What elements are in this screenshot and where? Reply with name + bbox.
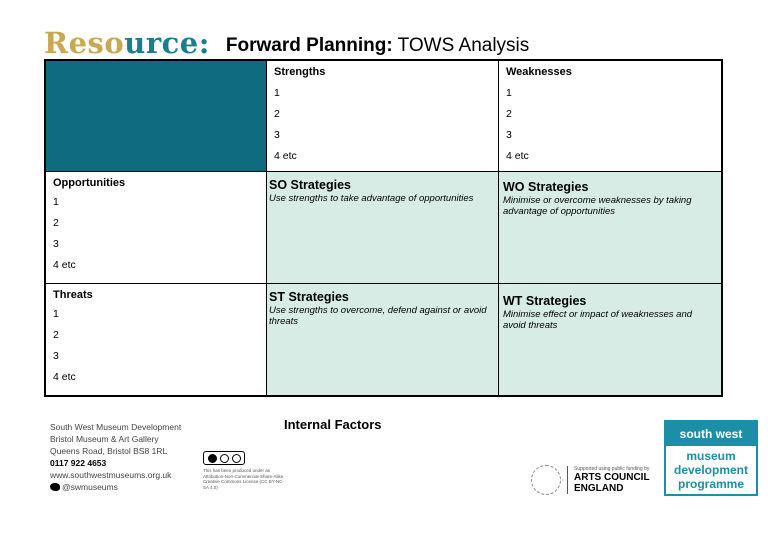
wo-strategies-cell <box>499 172 721 284</box>
website-link[interactable]: www.southwestmuseums.org.uk <box>50 470 172 480</box>
swmdp-logo <box>664 420 758 496</box>
weaknesses-cell <box>499 61 721 172</box>
wt-strategies-desc: Minimise effect or impact of weaknesses and avoid threats <box>503 309 693 331</box>
strengths-cell <box>267 61 499 172</box>
weaknesses-list <box>506 83 721 167</box>
st-strategies-title: ST Strategies <box>269 290 349 304</box>
so-strategies-cell <box>267 172 499 284</box>
creative-commons-block <box>203 451 285 490</box>
list-item: 3 <box>53 238 59 250</box>
logo-part-a: Reso <box>44 26 125 60</box>
swmdp-top: south west <box>666 422 756 446</box>
twitter-handle-text: @swmuseums <box>62 482 118 492</box>
list-item: 1 <box>506 87 512 99</box>
list-item: 2 <box>274 108 280 120</box>
cc-license-icon <box>203 451 245 465</box>
resource-logo <box>44 26 210 60</box>
threats-list <box>53 304 266 388</box>
tows-grid <box>44 59 723 397</box>
wo-strategies-title: WO Strategies <box>503 180 589 194</box>
list-item: 4 etc <box>506 150 529 162</box>
list-item: 3 <box>506 129 512 141</box>
list-item: 1 <box>274 87 280 99</box>
ace-support-text: Supported using public funding by <box>574 466 650 472</box>
opportunities-heading: Opportunities <box>53 177 126 189</box>
strengths-list <box>274 83 498 167</box>
list-item: 2 <box>506 108 512 120</box>
opportunities-cell <box>46 172 267 284</box>
address-line: Queens Road, Bristol BS8 1RL <box>50 446 168 456</box>
list-item: 1 <box>53 308 59 320</box>
ace-name-line: ENGLAND <box>574 483 624 494</box>
logo-part-b: urce: <box>124 26 210 60</box>
page-title <box>226 36 529 58</box>
list-item: 2 <box>53 329 59 341</box>
st-strategies-cell <box>267 284 499 395</box>
threats-cell <box>46 284 267 395</box>
contact-address <box>50 421 181 493</box>
list-item: 3 <box>53 350 59 362</box>
st-strategies-desc: Use strengths to overcome, defend against or avoid threats <box>269 305 487 327</box>
twitter-icon <box>50 483 60 491</box>
opportunities-list <box>53 192 266 276</box>
arts-council-seal-icon <box>531 465 561 495</box>
cc-license-text: This has been produced under an Attribution-Non-Commercial-Share-Alike Creative Commons License (CC BY-NC-SA 4.0) <box>203 468 284 490</box>
weaknesses-heading: Weaknesses <box>506 66 572 78</box>
swmdp-line: museum <box>686 449 736 463</box>
wt-strategies-title: WT Strategies <box>503 294 587 308</box>
address-line: Bristol Museum & Art Gallery <box>50 434 159 444</box>
list-item: 4 etc <box>274 150 297 162</box>
address-line: South West Museum Development <box>50 422 182 432</box>
list-item: 2 <box>53 217 59 229</box>
threats-heading: Threats <box>53 289 93 301</box>
divider <box>567 466 568 494</box>
arts-council-logo <box>531 465 650 495</box>
strengths-heading: Strengths <box>274 66 326 78</box>
corner-cell <box>46 61 267 172</box>
so-strategies-title: SO Strategies <box>269 178 351 192</box>
phone-number: 0117 922 4653 <box>50 458 107 468</box>
list-item: 4 etc <box>53 371 76 383</box>
so-strategies-desc: Use strengths to take advantage of opportunities <box>269 193 474 204</box>
swmdp-line: development <box>673 463 748 477</box>
list-item: 3 <box>274 129 280 141</box>
page-title-bold: Forward Planning: <box>225 35 393 56</box>
ace-name-line: ARTS COUNCIL <box>574 472 650 483</box>
document-header <box>44 26 529 58</box>
wt-strategies-cell <box>499 284 721 395</box>
page-title-rest: TOWS Analysis <box>392 35 530 56</box>
list-item: 4 etc <box>53 259 76 271</box>
wo-strategies-desc: Minimise or overcome weaknesses by taking advantage of opportunities <box>503 195 692 217</box>
internal-factors-label: Internal Factors <box>284 417 382 432</box>
twitter-handle[interactable] <box>50 481 181 493</box>
swmdp-line: programme <box>677 477 745 491</box>
list-item: 1 <box>53 196 59 208</box>
